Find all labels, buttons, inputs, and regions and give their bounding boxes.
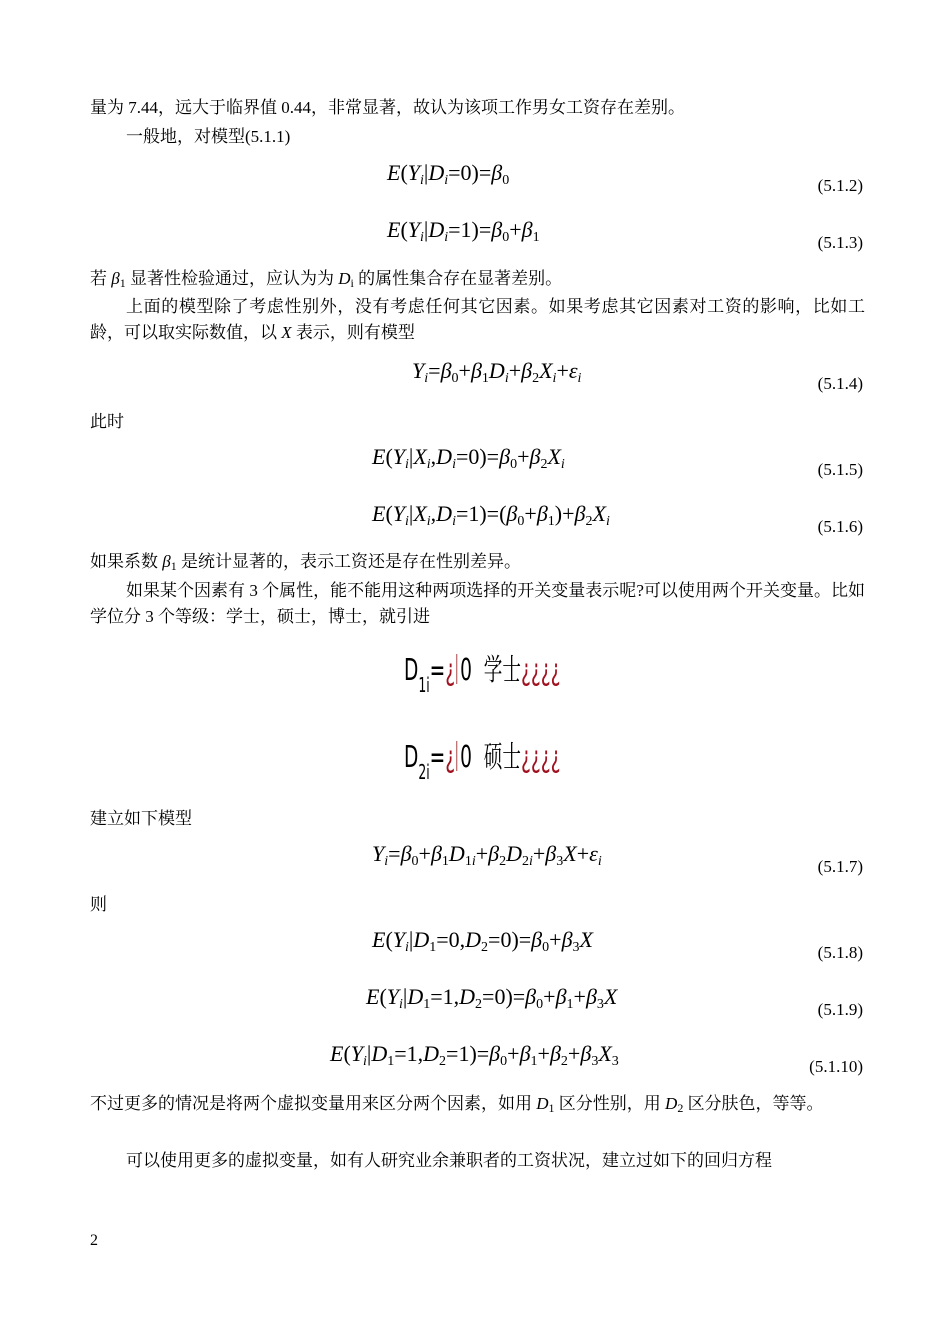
equation-number-5-1-9: (5.1.9) [817,1000,863,1019]
equation-number-5-1-5: (5.1.5) [817,460,863,479]
equation-number-5-1-7: (5.1.7) [817,857,863,876]
equation-5-1-3: $E(Y_i|D_i=1)=\beta_0+\beta_1$ [387,217,540,245]
equation-5-1-6: $E(Y_i|X_i,D_i=1)=(\beta_0+\beta_1)+\beta_2X_i$ [372,501,610,529]
equation-number-5-1-3: (5.1.3) [817,233,863,252]
equation-number-5-1-8: (5.1.8) [817,943,863,962]
equation-number-5-1-10: (5.1.10) [809,1057,863,1076]
paragraph-9: 则 [90,895,107,914]
paragraph-7: 如果某个因素有 3 个属性，能不能用这种两项选择的开关变量表示呢?可以使用两个开关变量。比如学位分 3 个等级：学士，硕士，博士，就引进 [90,581,865,626]
paragraph-4: 上面的模型除了考虑性别外，没有考虑任何其它因素。如果考虑其它因素对工资的影响，比如工龄，可以取实际数值，以 X 表示，则有模型 [90,297,865,342]
equation-number-5-1-4: (5.1.4) [817,374,863,393]
page-number: 2 [90,1232,98,1249]
equation-5-1-10: $E(Y_i|D_1=1,D_2=1)=\beta_0+\beta_1+\beta_2+\beta_3X_3$ [330,1041,619,1069]
piecewise-d2i: $D_{2i}=¿$ 0 硕士¿¿¿¿ [404,740,561,784]
piecewise-d1i: $D_{1i}=¿$ 0 学士¿¿¿¿ [404,653,561,697]
equation-5-1-8: $E(Y_i|D_1=0,D_2=0)=\beta_0+\beta_3X$ [372,927,593,955]
paragraph-6: 如果系数 $\beta_1$ 是统计显著的，表示工资还是存在性别差异。 [90,552,521,573]
equation-5-1-7: $Y_i=\beta_0+\beta_1D_{1i}+\beta_2D_{2i}+\beta_3X+\varepsilon_i$ [372,841,602,869]
equation-5-1-9: $E(Y_i|D_1=1,D_2=0)=\beta_0+\beta_1+\beta_3X$ [366,984,618,1012]
equation-number-5-1-6: (5.1.6) [817,517,863,536]
paragraph-11: 可以使用更多的虚拟变量，如有人研究业余兼职者的工资状况，建立过如下的回归方程 [126,1151,772,1170]
paragraph-8: 建立如下模型 [90,809,192,828]
equation-5-1-5: $E(Y_i|X_i,D_i=0)=\beta_0+\beta_2X_i$ [372,444,565,472]
paragraph-10: 不过更多的情况是将两个虚拟变量用来区分两个因素，如用 $D_1$ 区分性别，用 $D_2$ 区分肤色，等等。 [90,1094,824,1115]
paragraph-3: 若 $\beta_1$ 显著性检验通过，应认为为 $D_i$ 的属性集合存在显著差别。 [90,269,563,290]
equation-5-1-4: $Y_i=\beta_0+\beta_1D_i+\beta_2X_i+\varepsilon_i$ [412,358,582,386]
paragraph-5: 此时 [90,412,124,431]
equation-5-1-2: $E(Y_i|D_i=0)=\beta_0$ [387,160,510,188]
equation-number-5-1-2: (5.1.2) [817,176,863,195]
paragraph-1: 量为 7.44，远大于临界值 0.44，非常显著，故认为该项工作男女工资存在差别。 [90,98,685,117]
paragraph-2: 一般地，对模型(5.1.1) [126,127,291,146]
